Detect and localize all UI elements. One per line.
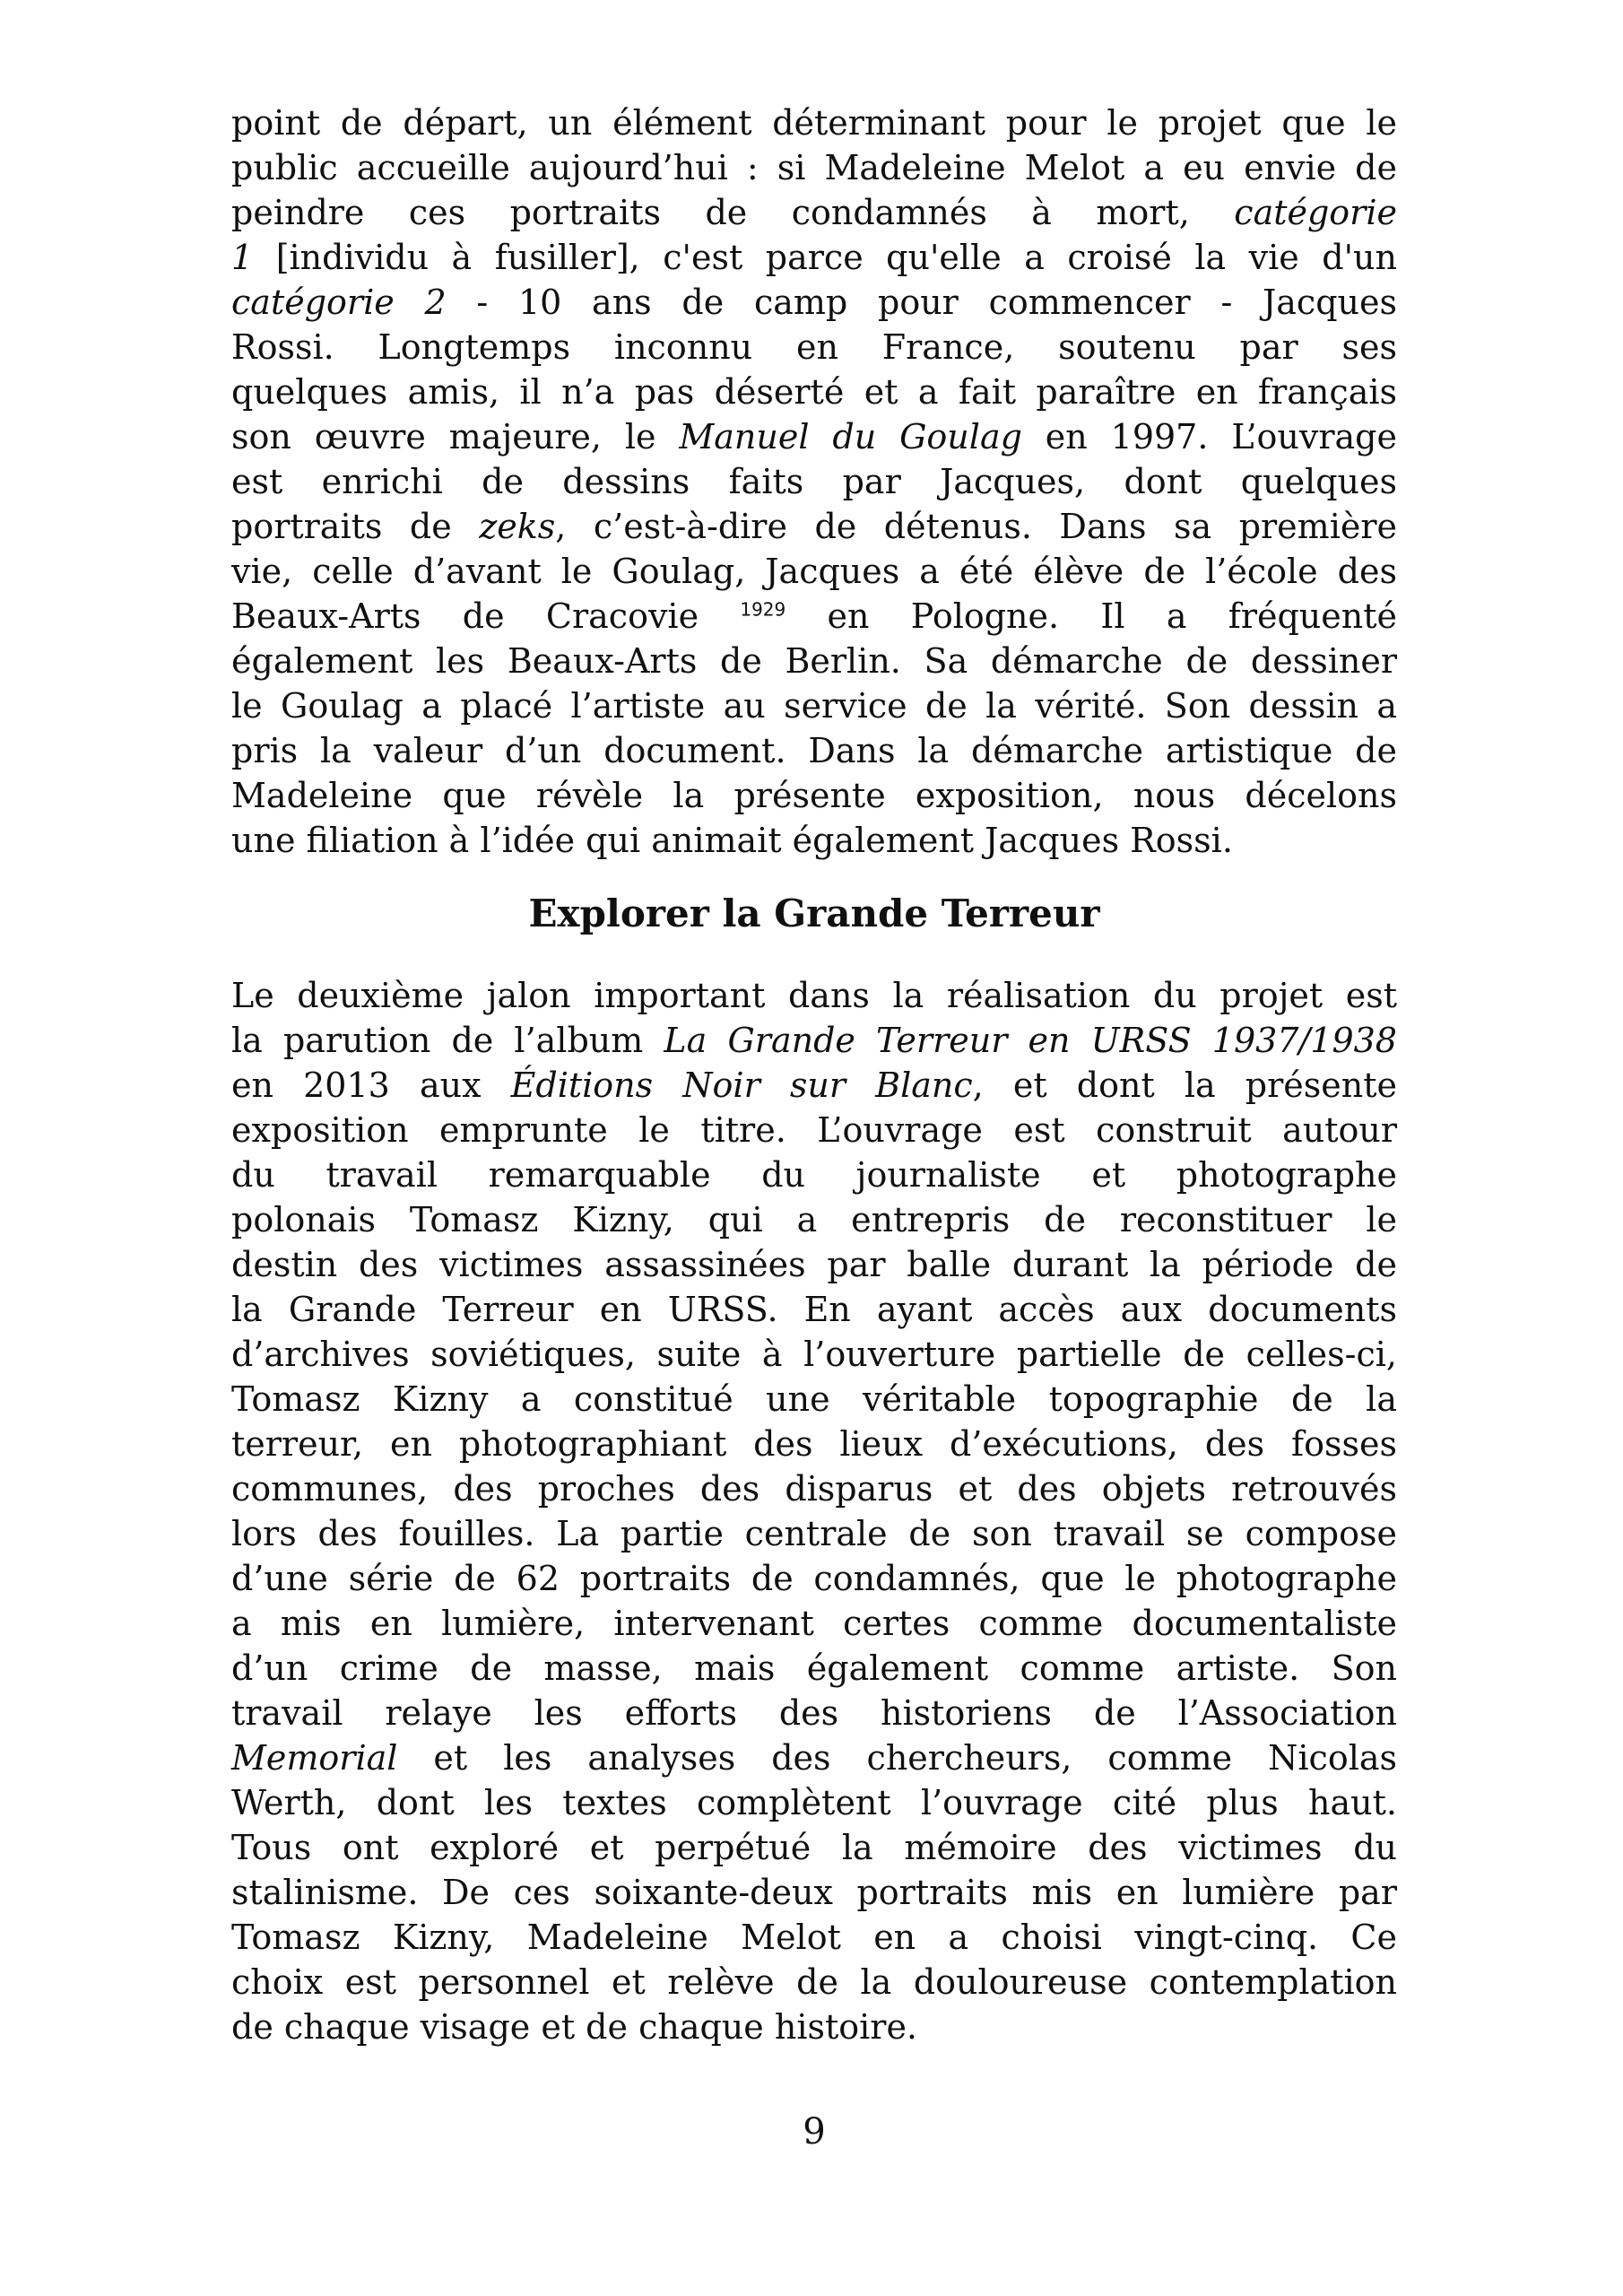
text-line: point de départ, un élément déterminant pour le projet que le	[231, 103, 1397, 143]
text-line: catégorie 2 - 10 ans de camp pour commencer - Jacques	[231, 283, 1397, 322]
text-line: d’une série de 62 portraits de condamnés, que le photographe	[231, 1559, 1397, 1598]
superscript-note: 1929	[740, 598, 786, 621]
text-line: Werth, dont les textes complètent l’ouvrage cité plus haut.	[231, 1783, 1397, 1822]
text-line: de chaque visage et de chaque histoire.	[231, 2007, 918, 2047]
text-line: le Goulag a placé l’artiste au service de la vérité. Son dessin a	[231, 686, 1397, 726]
text-line: polonais Tomasz Kizny, qui a entrepris de reconstituer le	[231, 1200, 1397, 1239]
text-line: Tous ont exploré et perpétué la mémoire des victimes du	[231, 1828, 1397, 1867]
text-line: portraits de zeks, c’est-à-dire de détenus. Dans sa première	[231, 507, 1397, 546]
text-line: la parution de l’album La Grande Terreur en URSS 1937/1938	[231, 1021, 1397, 1060]
text-line: 1 [individu à fusiller], c'est parce qu'elle a croisé la vie d'un	[231, 238, 1397, 277]
text-line: Rossi. Longtemps inconnu en France, soutenu par ses	[231, 327, 1397, 367]
text-line: Le deuxième jalon important dans la réalisation du projet est	[231, 976, 1397, 1015]
page-number: 9	[803, 2111, 826, 2152]
text-line: travail relaye les efforts des historiens de l’Association	[231, 1693, 1397, 1733]
text-line: exposition emprunte le titre. L’ouvrage est construit autour	[231, 1110, 1397, 1150]
text-line: choix est personnel et relève de la douloureuse contemplation	[231, 1962, 1397, 2002]
text-line: également les Beaux-Arts de Berlin. Sa démarche de dessiner	[231, 641, 1397, 681]
text-line: quelques amis, il n’a pas déserté et a fait paraître en français	[231, 372, 1397, 412]
text-line: Tomasz Kizny, Madeleine Melot en a choisi vingt-cinq. Ce	[231, 1918, 1397, 1957]
paragraph-2	[231, 973, 1397, 2049]
text-line: a mis en lumière, intervenant certes comme documentaliste	[231, 1604, 1397, 1643]
text-line: en 2013 aux Éditions Noir sur Blanc, et dont la présente	[231, 1065, 1398, 1105]
text-line: Beaux-Arts de Cracovie $^{1929}$ en Pologne. Il a fréquenté	[231, 596, 1397, 636]
text-line: communes, des proches des disparus et des objets retrouvés	[231, 1469, 1397, 1509]
text-line: la Grande Terreur en URSS. En ayant accès aux documents	[231, 1290, 1397, 1329]
text-line: du travail remarquable du journaliste et photographe	[231, 1155, 1397, 1195]
text-line: d’archives soviétiques, suite à l’ouverture partielle de celles-ci,	[231, 1335, 1397, 1374]
text-line: public accueille aujourd’hui : si Madeleine Melot a eu envie de	[231, 148, 1397, 187]
section-heading: Explorer la Grande Terreur	[528, 891, 1100, 935]
text-line: Memorial et les analyses des chercheurs, comme Nicolas	[231, 1738, 1397, 1778]
text-line: peindre ces portraits de condamnés à mort, catégorie	[231, 193, 1397, 232]
text-line: stalinisme. De ces soixante-deux portraits mis en lumière par	[231, 1873, 1397, 1912]
text-line: son œuvre majeure, le Manuel du Goulag en 1997. L’ouvrage	[231, 417, 1397, 457]
text-line: une filiation à l’idée qui animait également Jacques Rossi.	[231, 821, 1233, 860]
text-line: pris la valeur d’un document. Dans la démarche artistique de	[231, 731, 1397, 770]
text-line: Tomasz Kizny a constitué une véritable topographie de la	[231, 1379, 1397, 1419]
text-line: est enrichi de dessins faits par Jacques, dont quelques	[231, 462, 1397, 501]
text-line: d’un crime de masse, mais également comme artiste. Son	[231, 1648, 1397, 1688]
text-line: terreur, en photographiant des lieux d’exécutions, des fosses	[231, 1424, 1397, 1464]
text-line: lors des fouilles. La partie centrale de son travail se compose	[231, 1514, 1397, 1553]
text-line: destin des victimes assassinées par balle durant la période de	[231, 1245, 1397, 1284]
text-line: vie, celle d’avant le Goulag, Jacques a été élève de l’école des	[231, 552, 1397, 591]
paragraph-1	[231, 100, 1397, 863]
text-line: Madeleine que révèle la présente exposition, nous décelons	[231, 776, 1397, 815]
